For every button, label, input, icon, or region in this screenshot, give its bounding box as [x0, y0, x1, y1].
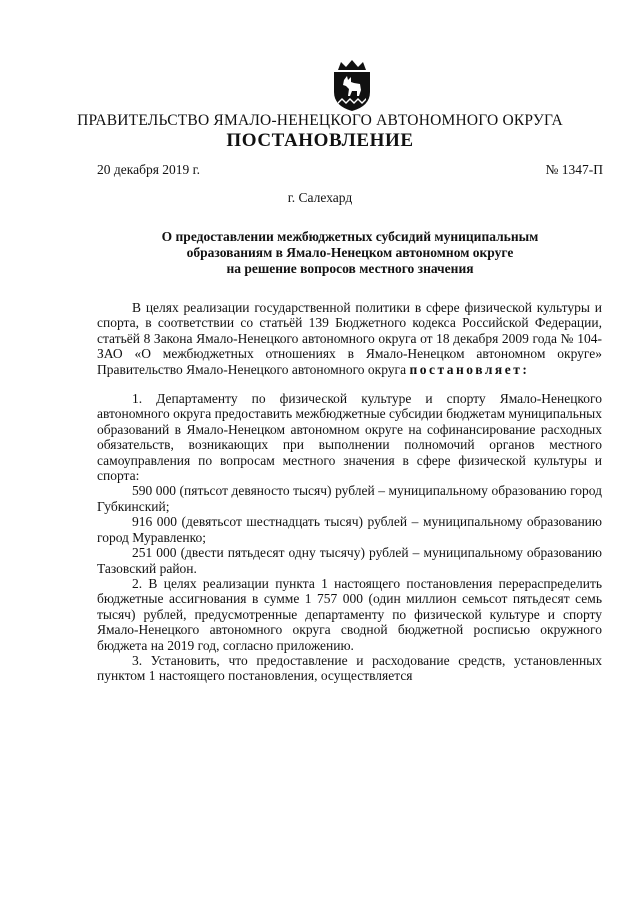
preamble-text: В целях реализации государственной политики в сфере физической культуры и спорта, в соответствии со статьёй 139 Бюджетного кодекса Российской Федерации, статьёй 8 Закона Ямало-Ненецкого автономного округа от 18 декабря 2009 года № 104-ЗАО «О межбюджетных отношениях в Ямало-Ненецком автономном округе» Правительство Ямало-Ненецкого автономного округа — [97, 300, 602, 377]
title-line: образованиям в Ямало-Ненецком автономном округе — [186, 245, 514, 260]
clause-1-item: 251 000 (двести пятьдесят одну тысячу) рублей – муниципальному образованию Тазовский район. — [97, 545, 602, 576]
document-city: г. Салехард — [287, 190, 353, 205]
government-name: ПРАВИТЕЛЬСТВО ЯМАЛО-НЕНЕЦКОГО АВТОНОМНОГО ОКРУГА — [77, 112, 563, 129]
document-title — [140, 229, 560, 277]
document-number: № 1347-П — [545, 162, 603, 177]
title-line: О предоставлении межбюджетных субсидий муниципальным — [161, 229, 539, 244]
preamble-paragraph — [97, 300, 602, 377]
clause-1: 1. Департаменту по физической культуре и спорту Ямало-Ненецкого автономного округа предоставить межбюджетные субсидии бюджетам муниципальных образований в Ямало-Ненецком автономном округе на софинансирование расходных обязательств, возникающих при выполнении полномочий органов местного самоуправления по вопросам местного значения в сфере физической культуры и спорта: — [97, 391, 602, 484]
clause-3: 3. Установить, что предоставление и расходование средств, установленных пунктом 1 настоящего постановления, осуществляется — [97, 652, 602, 684]
document-date: 20 декабря 2019 г. — [97, 162, 201, 177]
yanao-coat-of-arms-icon — [330, 60, 374, 112]
document-type: ПОСТАНОВЛЕНИЕ — [226, 130, 414, 151]
resolves-word: постановляет: — [409, 361, 530, 377]
clause-1-item: 590 000 (пятьсот девяносто тысяч) рублей – муниципальному образованию город Губкинский; — [97, 483, 602, 514]
clause-1-item: 916 000 (девятьсот шестнадцать тысяч) рублей – муниципальному образованию город Муравленко; — [97, 514, 602, 545]
document-body — [97, 300, 602, 684]
clause-2: 2. В целях реализации пункта 1 настоящего постановления перераспределить бюджетные ассигнования в сумме 1 757 000 (один миллион семьсот пятьдесят семь тысяч) рублей, предусмотренные департаменту по физической культуре и спорту Ямало-Ненецкого автономного округа сводной бюджетной росписью окружного бюджета на 2019 год, согласно приложению. — [97, 575, 602, 653]
title-line: на решение вопросов местного значения — [226, 261, 474, 276]
